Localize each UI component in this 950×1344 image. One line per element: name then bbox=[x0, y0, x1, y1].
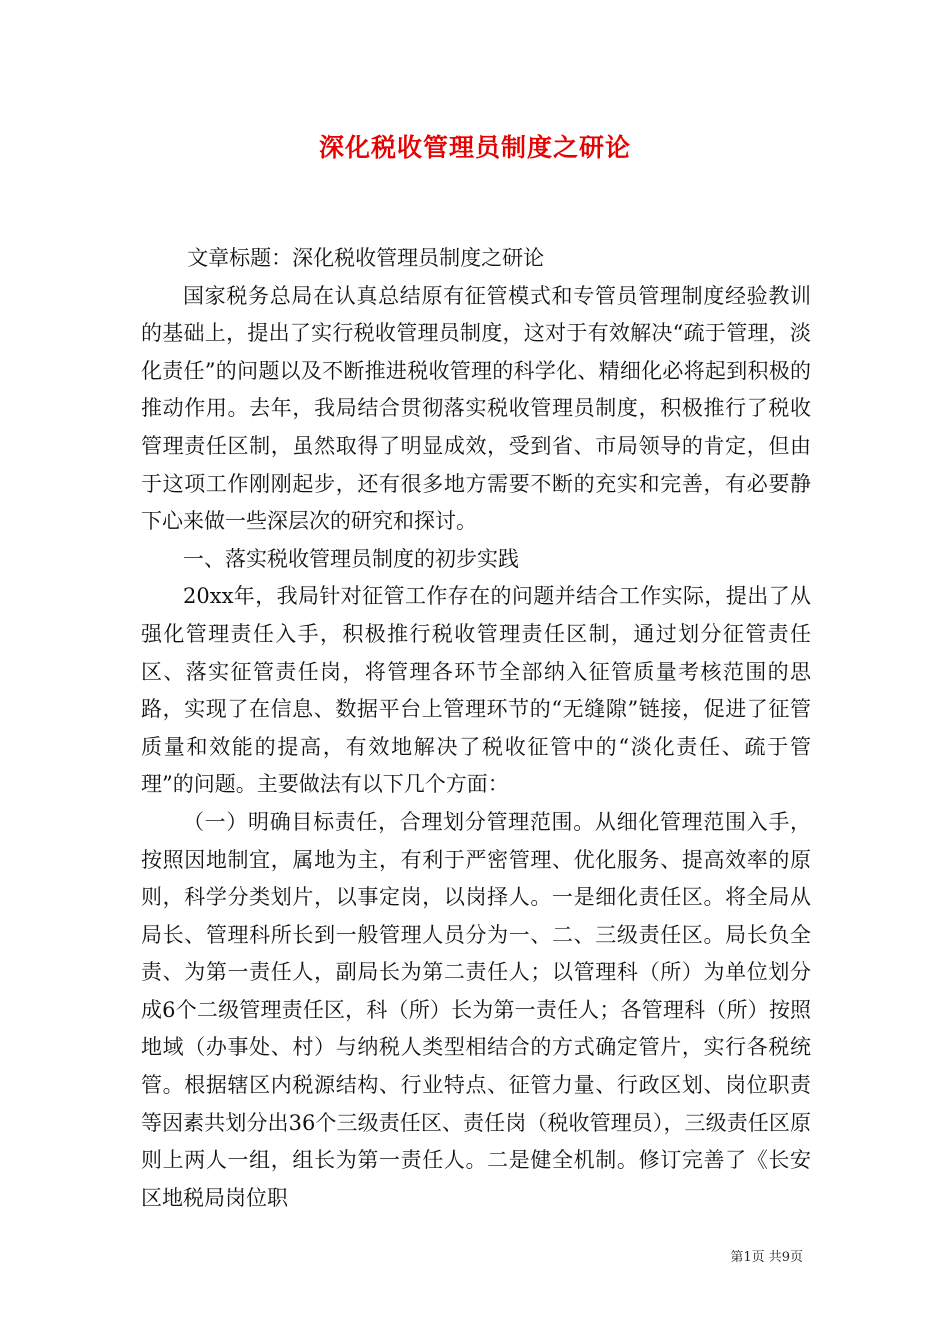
paragraph-practice: 20xx年，我局针对征管工作存在的问题并结合工作实际，提出了从强化管理责任入手，积极推行税收管理责任区制，通过划分征管责任区、落实征管责任岗，将管理各环节全部纳入征管质量考核范围的思路，实现了在信息、数据平台上管理环节的“无缝隙”链接，促进了征管质量和效能的提高，有效地解决了税收征管中的“淡化责任、疏于管理”的问题。主要做法有以下几个方面： bbox=[141, 584, 811, 797]
paragraph-intro: 国家税务总局在认真总结原有征管模式和专管员管理制度经验教训的基础上，提出了实行税收管理员制度，这对于有效解决“疏于管理，淡化责任”的问题以及不断推进税收管理的科学化、精细化必将起到积极的推动作用。去年，我局结合贯彻落实税收管理员制度，积极推行了税收管理责任区制，虽然取得了明显成效，受到省、市局领导的肯定，但由于这项工作刚刚起步，还有很多地方需要不断的充实和完善，有必要静下心来做一些深层次的研究和探讨。 bbox=[141, 283, 811, 534]
document-title: 深化税收管理员制度之研论 bbox=[318, 133, 631, 162]
document-body bbox=[141, 240, 811, 1217]
page-number: 第1页 共9页 bbox=[730, 1250, 803, 1265]
section-heading-1: 一、落实税收管理员制度的初步实践 bbox=[183, 546, 519, 571]
article-subtitle: 文章标题：深化税收管理员制度之研论 bbox=[187, 246, 545, 270]
paragraph-subsection-1: （一）明确目标责任，合理划分管理范围。从细化管理范围入手，按照因地制宜，属地为主，有利于严密管理、优化服务、提高效率的原则，科学分类划片，以事定岗，以岗择人。一是细化责任区。将全局从局长、管理科所长到一般管理人员分为一、二、三级责任区。局长负全责、为第一责任人，副局长为第二责任人；以管理科（所）为单位划分成6个二级管理责任区，科（所）长为第一责任人；各管理科（所）按照地域（办事处、村）与纳税人类型相结合的方式确定管片，实行各税统管。根据辖区内税源结构、行业特点、征管力量、行政区划、岗位职责等因素共划分出36个三级责任区、责任岗（税收管理员），三级责任区原则上两人一组，组长为第一责任人。二是健全机制。修订完善了《长安区地税局岗位职 bbox=[141, 809, 811, 1210]
